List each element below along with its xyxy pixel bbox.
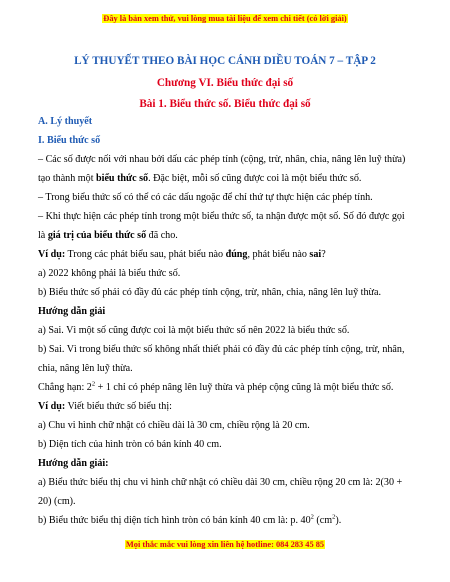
text-bold: sai [309, 249, 322, 260]
text: Chẳng hạn: 2 [38, 382, 92, 393]
paragraph-definition [38, 150, 413, 188]
preview-notice [0, 8, 450, 26]
guide-heading-2: Hướng dẫn giải: [38, 458, 109, 469]
example-1 [38, 245, 413, 264]
example-label: Ví dụ: [38, 249, 66, 260]
answer-1-b: b) Sai. Vì trong biểu thức số không nhất thiết phải có đầy đủ các phép tính cộng, trừ, nhân, chia, nâng lên luỹ thừa. [38, 344, 405, 374]
example-1-question-a: a) 2022 không phải là biểu thức số. [38, 268, 181, 279]
section-heading-1: I. Biểu thức số [38, 135, 101, 146]
section-heading-a: A. Lý thuyết [38, 116, 93, 127]
text: (cm [313, 515, 333, 526]
text: Trong các phát biểu sau, phát biểu nào [65, 249, 226, 260]
document-body [38, 112, 413, 530]
answer-1-example [38, 378, 413, 397]
example-2 [38, 397, 413, 416]
document-title: LÝ THUYẾT THEO BÀI HỌC CÁNH DIỀU TOÁN 7 – TẬP 2 [74, 55, 376, 67]
text-bold: đúng [225, 249, 248, 260]
answer-2-b [38, 511, 413, 530]
chapter-title: Chương VI. Biểu thức đại số [156, 77, 294, 89]
answer-1-a: a) Sai. Vì một số cũng được coi là một biểu thức số nên 2022 là biểu thức số. [38, 325, 350, 336]
answer-2-a: a) Biểu thức biểu thị chu vi hình chữ nhật có chiều dài 30 cm, chiều rộng 20 cm là: 2(30 + 20) (cm). [38, 477, 403, 507]
superscript: 2 [91, 380, 96, 388]
paragraph-brackets: – Trong biểu thức số có thể có các dấu ngoặc để chỉ thứ tự thực hiện các phép tính. [38, 192, 373, 203]
paragraph-value [38, 207, 413, 245]
text: b) Biểu thức biểu thị diện tích hình tròn có bán kính 40 cm là: p. 40 [38, 515, 311, 526]
text: , phát biểu nào [247, 249, 310, 260]
term-bold: giá trị của biểu thức số [47, 230, 147, 241]
term-bold: biểu thức số [96, 173, 149, 184]
example-label: Ví dụ: [38, 401, 66, 412]
text: – Khi thực hiện các phép tính trong một biểu thức số, ta nhận được một số. Số đó được gọi là [38, 211, 405, 241]
text: – Các số được nối với nhau bởi dấu các phép tính (cộng, trừ, nhân, chia, nâng lên luỹ thừa) tạo thành một [38, 154, 406, 184]
text: + 1 chỉ có phép nâng lên luỹ thừa và phép cộng cũng là một biểu thức số. [95, 382, 394, 393]
lesson-title: Bài 1. Biểu thức số. Biểu thức đại số [139, 98, 311, 110]
text: ). [335, 515, 342, 526]
text: ? [321, 249, 326, 260]
example-2-question-b: b) Diện tích của hình tròn có bán kính 40 cm. [38, 439, 222, 450]
superscript: 2 [310, 513, 314, 521]
text: đã cho. [146, 230, 178, 241]
preview-notice-text: Đây là bản xem thử, vui lòng mua tài liệu để xem chi tiết (có lời giải) [103, 14, 347, 23]
text: . Đặc biệt, mỗi số cũng được coi là một biểu thức số. [148, 173, 362, 184]
guide-heading-1: Hướng dẫn giải [38, 306, 106, 317]
example-1-question-b: b) Biểu thức số phải có đầy đủ các phép tính cộng, trừ, nhân, chia, nâng lên luỹ thừa. [38, 287, 381, 298]
hotline-notice [0, 534, 450, 552]
text: Viết biểu thức số biểu thị: [65, 401, 172, 412]
example-2-question-a: a) Chu vi hình chữ nhật có chiều dài là 30 cm, chiều rộng là 20 cm. [38, 420, 310, 431]
hotline-notice-text: Mọi thắc mắc vui lòng xin liên hệ hotline: 084 283 45 85 [125, 540, 325, 549]
superscript: 2 [332, 513, 336, 521]
